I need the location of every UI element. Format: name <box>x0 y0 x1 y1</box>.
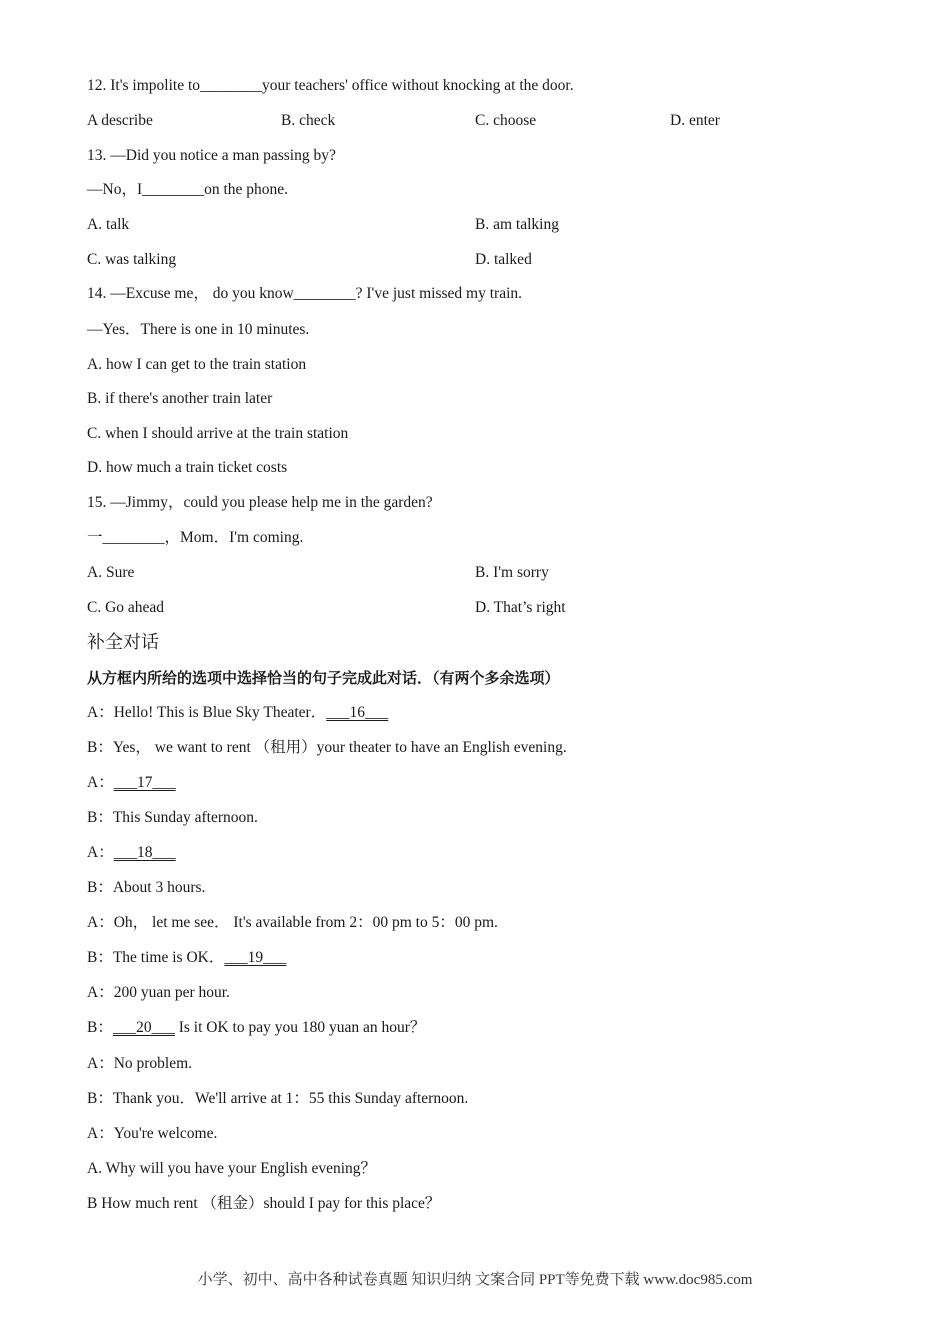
q14-reply: —Yes．There is one in 10 minutes. <box>87 321 310 338</box>
q14-option-a: A. how I can get to the train station <box>87 356 307 373</box>
section-instruction: 从方框内所给的选项中选择恰当的句子完成此对话．（有两个多余选项） <box>87 669 560 687</box>
dialogue-text: A： <box>87 844 114 861</box>
dialogue-text: B：The time is OK． <box>87 949 225 966</box>
dialogue-text: B：Yes， we want to rent （租用）your theater to have an English evening. <box>87 739 567 756</box>
q13-option-a: A. talk <box>87 216 130 233</box>
q13-option-d: D. talked <box>475 251 532 268</box>
dialogue-text: A：No problem. <box>87 1055 193 1072</box>
q14-option-b: B. if there's another train later <box>87 390 273 407</box>
dialogue-text: B：Thank you．We'll arrive at 1：55 this Sunday afternoon. <box>87 1090 469 1107</box>
dialogue-text: A：200 yuan per hour. <box>87 984 230 1001</box>
dialogue-text: A：You're welcome. <box>87 1125 218 1142</box>
q12-option-d: D. enter <box>670 112 720 129</box>
q13-option-c: C. was talking <box>87 251 177 268</box>
q13-reply: —No，I________on the phone. <box>87 181 289 198</box>
dialogue-line <box>87 738 567 758</box>
dialogue-text: B：About 3 hours. <box>87 879 206 896</box>
q14-stem: 14. —Excuse me， do you know________? I've just missed my train. <box>87 285 523 302</box>
dialogue-line <box>87 773 176 793</box>
q14-option-d: D. how much a train ticket costs <box>87 459 288 476</box>
q14-option-c: C. when I should arrive at the train station <box>87 425 349 442</box>
q15-option-d: D. That’s right <box>475 599 566 616</box>
dialogue-line <box>87 843 176 863</box>
q13-stem: 13. —Did you notice a man passing by? <box>87 147 336 164</box>
q12-option-c: C. choose <box>475 112 537 129</box>
q15-option-a: A. Sure <box>87 564 135 581</box>
q12-stem: 12. It's impolite to________your teachers' office without knocking at the door. <box>87 77 574 94</box>
dialogue-line <box>87 1018 425 1038</box>
dialogue-line <box>87 948 286 968</box>
choice-a: A. Why will you have your English evening？ <box>87 1160 377 1177</box>
q15-option-c: C. Go ahead <box>87 599 165 616</box>
dialogue-line <box>87 983 230 1003</box>
q15-reply: 一________，Mom．I'm coming. <box>87 529 304 546</box>
q12-option-b: B. check <box>281 112 336 129</box>
dialogue-text: A：Oh， let me see． It's available from 2：00 pm to 5：00 pm. <box>87 914 498 931</box>
dialogue-text: A： <box>87 774 114 791</box>
q13-option-b: B. am talking <box>475 216 559 233</box>
blank-18: ___18___ <box>113 844 176 861</box>
blank-20: ___20___ <box>112 1019 175 1036</box>
dialogue-line <box>87 808 258 828</box>
blank-17: ___17___ <box>113 774 176 791</box>
q12-option-a: A describe <box>87 112 153 129</box>
dialogue-line <box>87 703 388 723</box>
dialogue-text: B：This Sunday afternoon. <box>87 809 258 826</box>
dialogue-line <box>87 878 205 898</box>
dialogue-line <box>87 913 498 933</box>
dialogue-line <box>87 1124 217 1144</box>
dialogue-text: B： <box>87 1019 113 1036</box>
q15-option-b: B. I'm sorry <box>475 564 549 581</box>
dialogue-line <box>87 1089 468 1109</box>
footer-text: 小学、初中、高中各种试卷真题 知识归纳 文案合同 PPT等免费下载 www.doc985.com <box>197 1272 753 1288</box>
section-title: 补全对话 <box>87 632 159 653</box>
choice-b: B How much rent （租金）should I pay for this place？ <box>87 1195 441 1212</box>
blank-16: ___16___ <box>326 704 389 721</box>
dialogue-text: Is it OK to pay you 180 yuan an hour？ <box>174 1019 426 1036</box>
q15-stem: 15. —Jimmy，could you please help me in the garden? <box>87 494 433 511</box>
dialogue-line <box>87 1054 192 1074</box>
blank-19: ___19___ <box>224 949 287 966</box>
dialogue-text: A：Hello! This is Blue Sky Theater． <box>87 704 327 721</box>
